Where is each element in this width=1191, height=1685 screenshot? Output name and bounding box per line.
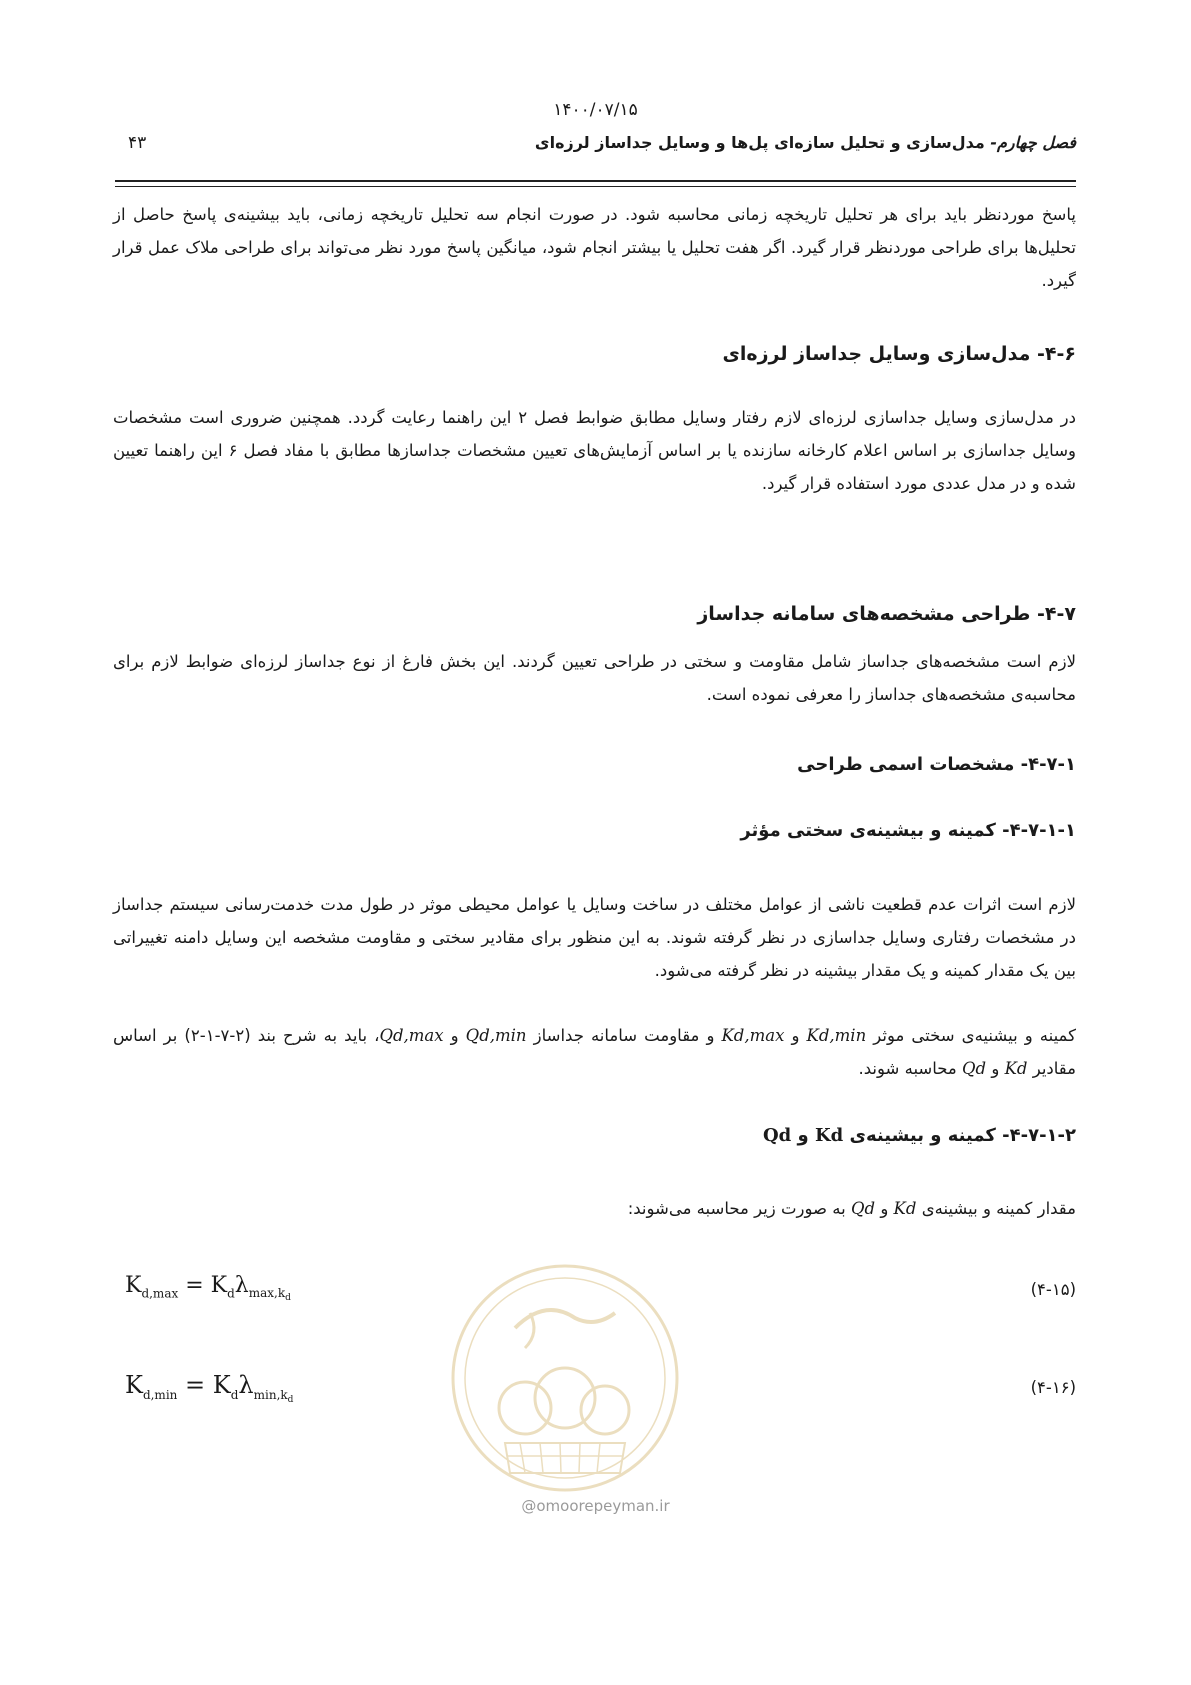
heading-and: و — [797, 1125, 809, 1146]
p5-and-1: و — [791, 1026, 800, 1045]
heading-4-6: ۴-۶- مدل‌سازی وسایل جداساز لرزه‌ای — [722, 343, 1076, 365]
watermark-text: @omoorepeyman.ir — [521, 1497, 670, 1515]
eq16-equals: = — [185, 1371, 206, 1399]
eq15-lhs-sub: d,max — [141, 1286, 179, 1301]
eq15-equals: = — [185, 1273, 204, 1298]
qd-min-symbol: Qd,min — [465, 1026, 527, 1045]
heading-4-7: ۴-۷- طراحی مشخصه‌های سامانه جداساز — [697, 603, 1076, 625]
eq16-lambda-sub — [253, 1387, 294, 1405]
kd-symbol: Kd — [1004, 1059, 1028, 1078]
p5-and-3: و — [991, 1059, 1000, 1078]
kd-max-symbol: Kd,max — [721, 1026, 785, 1045]
p5-text-b: و مقاومت سامانه جداساز — [533, 1026, 715, 1045]
header-rule-thin — [115, 186, 1076, 187]
eq16-lambda: λ — [238, 1371, 254, 1399]
qd-max-symbol: Qd,max — [379, 1026, 444, 1045]
p5-text-c: ، باید به شرح بند (۲-۷-۱-۲) بر اساس مقادیر — [113, 1026, 1076, 1078]
qd-symbol: Qd — [962, 1059, 987, 1078]
chapter-prefix: فصل چهارم- — [990, 133, 1076, 152]
equation-16-number: (۴-۱۶) — [1030, 1378, 1076, 1397]
eq16-rhs-sub: d — [230, 1387, 239, 1402]
eq15-lambda-sub2: d — [285, 1293, 291, 1304]
kd-min-symbol: Kd,min — [806, 1026, 867, 1045]
p5-text-a: کمینه و بیشنیه‌ی سختی موثر — [873, 1026, 1076, 1045]
p5-and-2: و — [450, 1026, 459, 1045]
eq16-rhs: K — [212, 1371, 231, 1399]
chapter-title — [535, 133, 1076, 152]
heading-4-7-1-2 — [763, 1125, 1076, 1146]
heading-kd-symbol: Kd — [814, 1125, 844, 1146]
eq15-lambda: λ — [234, 1273, 249, 1298]
heading-4-7-1-2-text: ۴-۷-۱-۲- کمینه و بیشینه‌ی — [849, 1125, 1076, 1146]
equation-16 — [125, 1371, 293, 1405]
watermark-logo — [445, 1258, 685, 1498]
equation-15 — [125, 1273, 291, 1303]
eq16-lhs: K — [125, 1371, 143, 1399]
p6-text-b: به صورت زیر محاسبه می‌شوند: — [627, 1199, 846, 1218]
header-date: ۱۴۰۰/۰۷/۱۵ — [553, 100, 638, 120]
p6-kd-symbol: Kd — [893, 1199, 917, 1218]
eq15-lambda-sub-text: max,k — [248, 1286, 286, 1301]
p6-qd-symbol: Qd — [850, 1199, 876, 1218]
paragraph-uncertainty: لازم است اثرات عدم قطعیت ناشی از عوامل مختلف در ساخت وسایل یا عوامل محیطی موثر در طول مدت خدمت‌رسانی سیستم جداساز در مشخصات رفتاری وسایل جداسازی در نظر گرفته شوند. به این منظور برای مقادیر سختی و مقاومت مشخصه این وسایل دامنه تغییراتی بین یک مقدار کمینه و یک مقدار بیشینه در نظر گرفته می‌شود. — [113, 895, 1076, 980]
eq15-lambda-sub — [248, 1286, 291, 1304]
paragraph-time-history: پاسخ موردنظر باید برای هر تحلیل تاریخچه زمانی محاسبه شود. در صورت انجام سه تحلیل تاریخچه زمانی، باید بیشینه‌ی پاسخ حاصل از تحلیل‌ها برای طراحی موردنظر قرار گیرد. اگر هفت تحلیل یا بیشتر انجام شود، میانگین پاسخ مورد نظر می‌تواند برای طراحی ملاک عمل قرار گیرد. — [113, 205, 1076, 290]
paragraph-isolator-design: لازم است مشخصه‌های جداساز شامل مقاومت و سختی در طراحی تعیین گردند. این بخش فارغ از نوع جداساز لرزه‌ای ضوابط لازم برای محاسبه‌ی مشخصه‌های جداساز را معرفی نموده است. — [113, 652, 1076, 704]
p6-and: و — [880, 1199, 889, 1218]
eq15-rhs: K — [210, 1273, 228, 1298]
equation-15-number: (۴-۱۵) — [1030, 1280, 1076, 1299]
paragraph-isolator-modeling: در مدل‌سازی وسایل جداسازی لرزه‌ای لازم رفتار وسایل مطابق ضوابط فصل ۲ این راهنما رعایت گردد. همچنین ضروری است مشخصات وسایل جداسازی بر اساس اعلام کارخانه سازنده یا بر اساس آزمایش‌های تعیین مشخصات جداسازها مطابق با مفاد فصل ۶ این راهنما تعیین شده و در مدل عددی مورد استفاده قرار گیرد. — [113, 408, 1076, 493]
p6-text-a: مقدار کمینه و بیشینه‌ی — [921, 1199, 1076, 1218]
paragraph-kd-qd-limits — [113, 1019, 1076, 1085]
heading-4-7-1: ۴-۷-۱- مشخصات اسمی طراحی — [797, 754, 1076, 775]
eq16-lhs-sub: d,min — [142, 1387, 178, 1402]
header-rule-thick — [115, 180, 1076, 182]
p5-text-d: محاسبه شوند. — [858, 1059, 957, 1078]
paragraph-kd-qd-calc — [113, 1192, 1076, 1225]
chapter-title-text: مدل‌سازی و تحلیل سازه‌ای پل‌ها و وسایل جداساز لرزه‌ای — [534, 133, 985, 152]
eq15-lhs: K — [125, 1273, 142, 1298]
heading-4-7-1-1: ۴-۷-۱-۱- کمینه و بیشینه‌ی سختی مؤثر — [740, 820, 1076, 841]
eq15-rhs-sub: d — [227, 1286, 235, 1301]
page-number: ۴۳ — [128, 133, 147, 153]
eq16-lambda-sub2: d — [287, 1394, 294, 1405]
heading-qd-symbol: Qd — [762, 1125, 792, 1146]
eq16-lambda-sub-text: min,k — [253, 1387, 288, 1402]
